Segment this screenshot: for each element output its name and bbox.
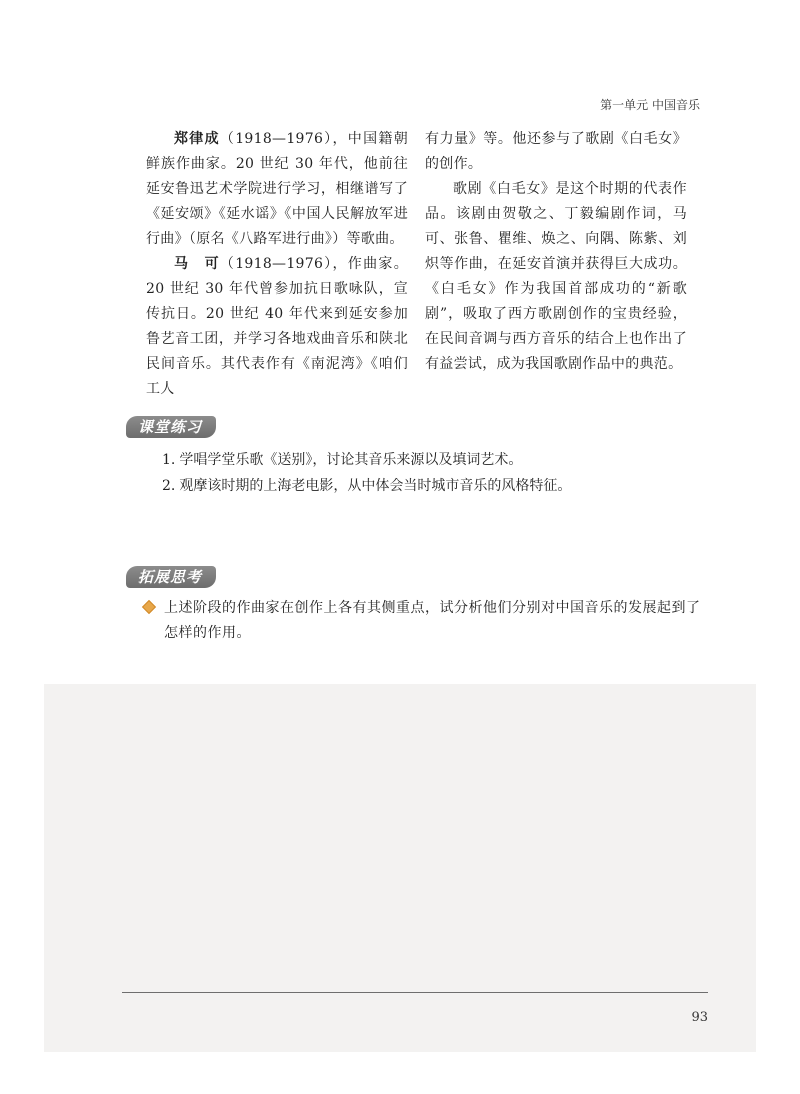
list-item bbox=[162, 447, 682, 473]
extension-question bbox=[146, 596, 706, 646]
paragraph-text: （1918—1976），作曲家。20 世纪 30 年代曾参加抗日歌咏队，宣传抗日。20 世纪 40 年代来到延安参加鲁艺音工团，并学习各地戏曲音乐和陕北民间音乐。其代表作有《南泥湾》《咱们工人 bbox=[146, 256, 409, 397]
item-number: 1. bbox=[162, 452, 176, 468]
blank-panel bbox=[44, 684, 756, 1052]
list-item bbox=[162, 473, 682, 499]
paragraph-continuation: 有力量》等。他还参与了歌剧《白毛女》的创作。 bbox=[425, 131, 687, 172]
paragraph-zheng-lvcheng bbox=[146, 127, 408, 252]
left-column bbox=[146, 127, 408, 402]
item-text: 学唱学堂乐歌《送别》，讨论其音乐来源以及填词艺术。 bbox=[179, 452, 523, 468]
footer-divider bbox=[122, 992, 708, 993]
question-text: 上述阶段的作曲家在创作上各有其侧重点，试分析他们分别对中国音乐的发展起到了怎样的作用。 bbox=[164, 600, 701, 641]
extension-section-badge: 拓展思考 bbox=[126, 566, 216, 588]
paragraph-text: （1918—1976），中国籍朝鲜族作曲家。20 世纪 30 年代，他前往延安鲁迅艺术学院进行学习，相继谱写了《延安颂》《延水谣》《中国人民解放军进行曲》（原名《八路军进行曲》）等歌曲。 bbox=[146, 131, 409, 247]
running-header: 第一单元 中国音乐 bbox=[600, 98, 700, 112]
paragraph-bai-mao-nv: 歌剧《白毛女》是这个时期的代表作品。该剧由贺敬之、丁毅编剧作词，马可、张鲁、瞿维、焕之、向隅、陈紫、刘炽等作曲，在延安首演并获得巨大成功。《白毛女》作为我国首部成功的“新歌剧”，吸取了西方歌剧创作的宝贵经验，在民间音调与西方音乐的结合上也作出了有益尝试，成为我国歌剧作品中的典范。 bbox=[425, 181, 687, 372]
paragraph-ma-ke bbox=[146, 252, 408, 402]
exercise-list bbox=[162, 447, 682, 499]
page-number: 93 bbox=[691, 1010, 708, 1025]
item-number: 2. bbox=[162, 478, 176, 494]
exercise-section-badge: 课堂练习 bbox=[126, 416, 216, 438]
right-column bbox=[425, 127, 687, 377]
composer-name: 郑律成 bbox=[174, 131, 220, 147]
composer-name: 马 可 bbox=[174, 256, 220, 272]
item-text: 观摩该时期的上海老电影，从中体会当时城市音乐的风格特征。 bbox=[179, 478, 572, 494]
